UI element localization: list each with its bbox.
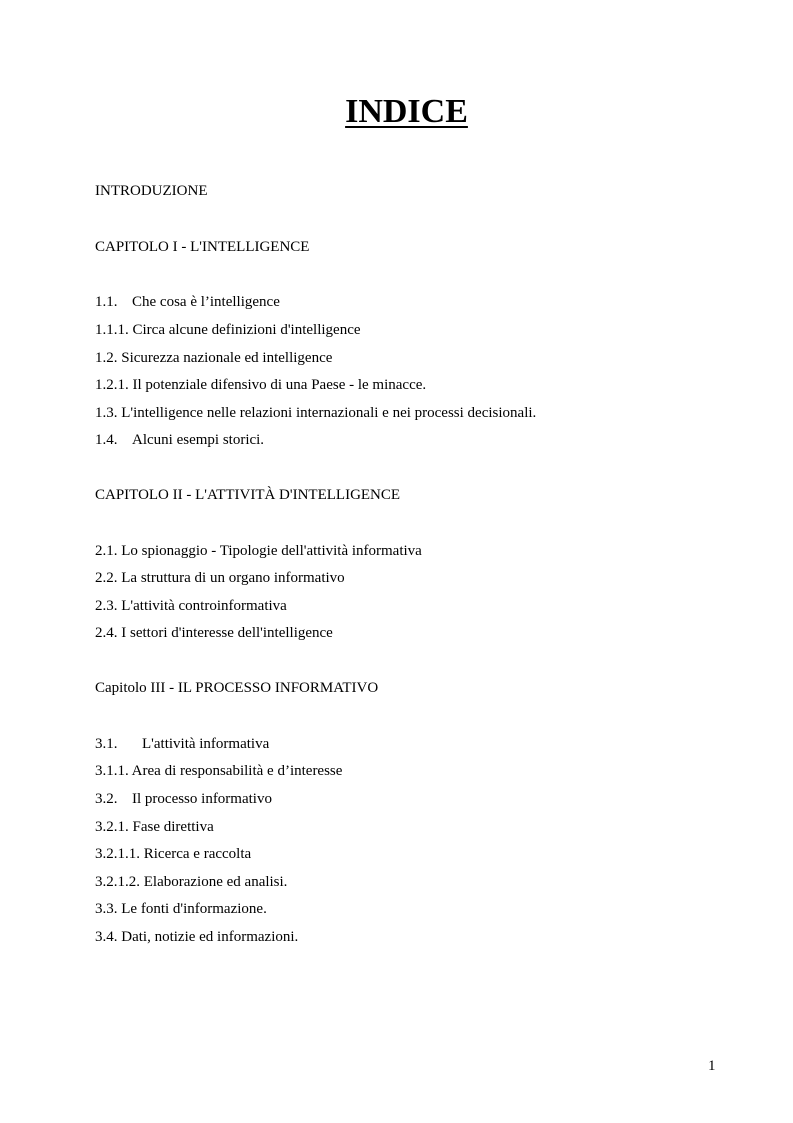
toc-entry-3-1 xyxy=(95,735,269,753)
toc-entry-2-4: 2.4. I settori d'interesse dell'intelligence xyxy=(95,625,333,641)
toc-entry-text: Il processo informativo xyxy=(132,791,272,807)
toc-entry-1-4 xyxy=(95,431,264,449)
toc-entry-3-2-1-2: 3.2.1.2. Elaborazione ed analisi. xyxy=(95,874,288,890)
toc-entry-1-2-1: 1.2.1. Il potenziale difensivo di una Paese - le minacce. xyxy=(95,377,427,393)
toc-entry-3-4: 3.4. Dati, notizie ed informazioni. xyxy=(95,929,299,945)
toc-entry-number: 1.1. xyxy=(95,294,118,310)
toc-entry-number: 3.2. xyxy=(95,791,118,807)
toc-entry-text: L'attività informativa xyxy=(142,736,270,752)
toc-entry-3-3: 3.3. Le fonti d'informazione. xyxy=(95,901,267,917)
toc-chapter-3-heading: Capitolo III - IL PROCESSO INFORMATIVO xyxy=(95,680,379,696)
toc-entry-2-3: 2.3. L'attività controinformativa xyxy=(95,598,287,614)
page-number: 1 xyxy=(708,1058,716,1074)
page-title: INDICE xyxy=(345,93,468,130)
toc-entry-text: Che cosa è l’intelligence xyxy=(132,294,280,310)
toc-entry-introduzione: INTRODUZIONE xyxy=(95,183,208,199)
toc-entry-2-2: 2.2. La struttura di un organo informativo xyxy=(95,570,345,586)
toc-entry-1-2: 1.2. Sicurezza nazionale ed intelligence xyxy=(95,350,333,366)
toc-chapter-2-heading: CAPITOLO II - L'ATTIVITÀ D'INTELLIGENCE xyxy=(95,487,401,503)
toc-entry-1-1-1: 1.1.1. Circa alcune definizioni d'intelligence xyxy=(95,322,361,338)
toc-entry-1-3: 1.3. L'intelligence nelle relazioni internazionali e nei processi decisionali. xyxy=(95,405,537,421)
toc-entry-number: 3.1. xyxy=(95,736,118,752)
toc-entry-text: Alcuni esempi storici. xyxy=(132,432,265,448)
toc-entry-number: 1.4. xyxy=(95,432,118,448)
toc-entry-3-2-1: 3.2.1. Fase direttiva xyxy=(95,819,214,835)
toc-chapter-1-heading: CAPITOLO I - L'INTELLIGENCE xyxy=(95,239,310,255)
toc-entry-3-2 xyxy=(95,790,272,808)
toc-entry-3-2-1-1: 3.2.1.1. Ricerca e raccolta xyxy=(95,846,252,862)
toc-entry-3-1-1: 3.1.1. Area di responsabilità e d’interesse xyxy=(95,763,343,779)
toc-entry-1-1 xyxy=(95,293,280,311)
toc-entry-2-1: 2.1. Lo spionaggio - Tipologie dell'attività informativa xyxy=(95,543,422,559)
